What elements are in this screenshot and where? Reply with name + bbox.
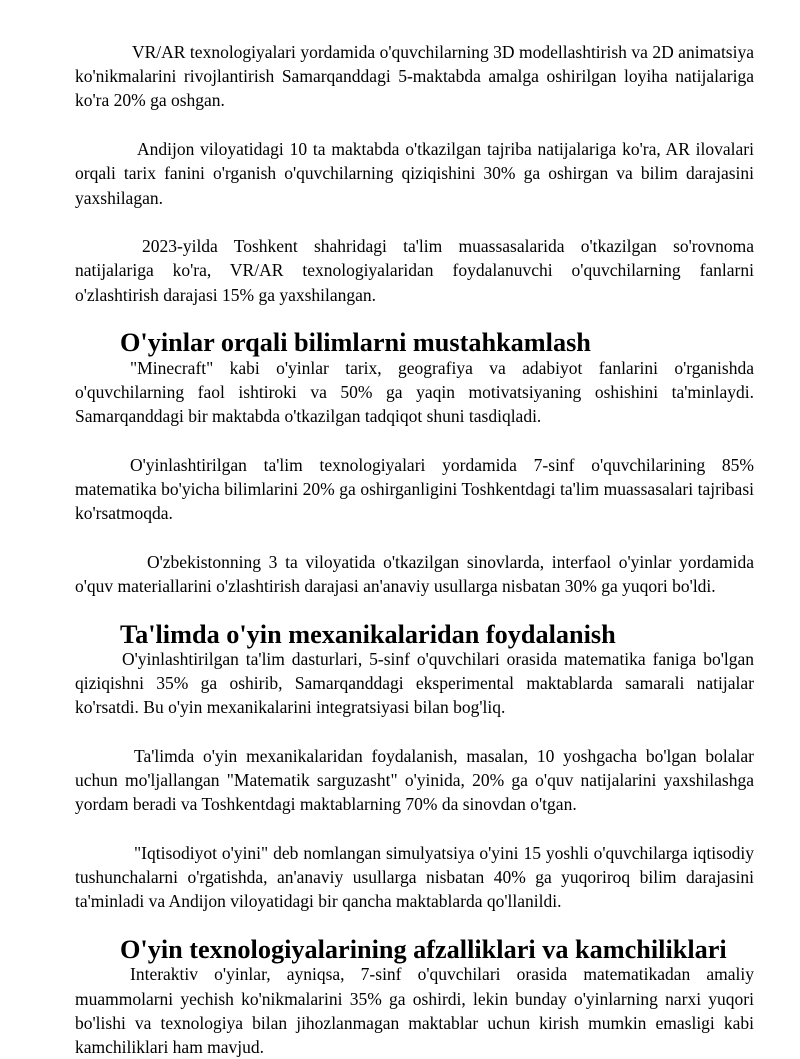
paragraph-gamified-programs: O'yinlashtirilgan ta'lim dasturlari, 5-sinf o'quvchilari orasida matematika faniga bo'lgan qiziqishni 35% ga oshirib, Samarqanddagi eksperimental maktablarda samarali natijalar ko'rsatdi. Bu o'yin mexanikalarini integratsiyasi bilan bog'liq.	[75, 648, 754, 718]
paragraph-economy-game: "Iqtisodiyot o'yini" deb nomlangan simulyatsiya o'yini 15 yoshli o'quvchilarga iqtisodiy tushunchalarni o'rgatishda, an'anaviy usullarga nisbatan 40% ga yuqoriroq bilim darajasini ta'minladi va Andijon viloyatidagi bir qancha maktablarda qo'llanildi.	[75, 843, 754, 912]
paragraph-gamified-7th-grade: O'yinlashtirilgan ta'lim texnologiyalari yordamida 7-sinf o'quvchilarining 85% matematika bo'yicha bilimlarini 20% ga oshirganligini Toshkentdagi ta'lim muassasalari tajribasi ko'rsatmoqda.	[75, 454, 754, 524]
paragraph-interactive-games: Interaktiv o'yinlar, ayniqsa, 7-sinf o'quvchilari orasida matematikadan amaliy muammolarni yechish ko'nikmalarini 35% ga oshirdi, lekin bunday o'yinlarning narxi yuqori bo'lishi va texnologiya bilan jihozlanmagan maktablar uchun kirish mumkin emasligi kabi kamchiliklari ham mavjud.	[75, 964, 754, 1057]
section-heading-games-knowledge: O'yinlar orqali bilimlarni mustahkamlash	[120, 328, 591, 358]
paragraph-vr-ar-samarqand: VR/AR texnologiyalari yordamida o'quvchilarning 3D modellashtirish va 2D animatsiya ko'nikmalarini rivojlantirish Samarqanddagi 5-maktabda amalga oshirilgan loyiha natijalariga ko'ra 20% ga oshgan.	[75, 42, 754, 111]
paragraph-uzbekistan-trials: O'zbekistonning 3 ta viloyatida o'tkazilgan sinovlarda, interfaol o'yinlar yordamida o'quv materiallarini o'zlashtirish darajasi an'anaviy usullarga nisbatan 30% ga yuqori bo'ldi.	[75, 551, 754, 596]
section-heading-game-mechanics: Ta'limda o'yin mexanikalaridan foydalanish	[120, 619, 616, 649]
section-heading-pros-cons: O'yin texnologiyalarining afzalliklari va kamchiliklari	[120, 935, 727, 965]
paragraph-andijon-ar: Andijon viloyatidagi 10 ta maktabda o'tkazilgan tajriba natijalariga ko'ra, AR ilovalari orqali tarix fanini o'rganish o'quvchilarning qiziqishini 30% ga oshirgan va bilim darajasini yaxshilagan.	[75, 139, 754, 208]
paragraph-minecraft: "Minecraft" kabi o'yinlar tarix, geografiya va adabiyot fanlarini o'rganishda o'quvchilarning faol ishtiroki va 50% ga yaqin motivatsiyaning oshishini ta'minlaydi. Samarqanddagi bir maktabda o'tkazilgan tadqiqot shuni tasdiqladi.	[75, 357, 754, 426]
paragraph-math-adventure: Ta'limda o'yin mexanikalaridan foydalanish, masalan, 10 yoshgacha bo'lgan bolalar uchun mo'ljallangan "Matematik sarguzasht" o'yinida, 20% ga o'quv natijalarini yaxshilashga yordam beradi va Toshkentdagi maktablarning 70% da sinovdan o'tgan.	[75, 745, 754, 815]
paragraph-toshkent-2023: 2023-yilda Toshkent shahridagi ta'lim muassasalarida o'tkazilgan so'rovnoma natijalariga ko'ra, VR/AR texnologiyalaridan foydalanuvchi o'quvchilarning fanlarni o'zlashtirish darajasi 15% ga yaxshilangan.	[75, 236, 754, 305]
